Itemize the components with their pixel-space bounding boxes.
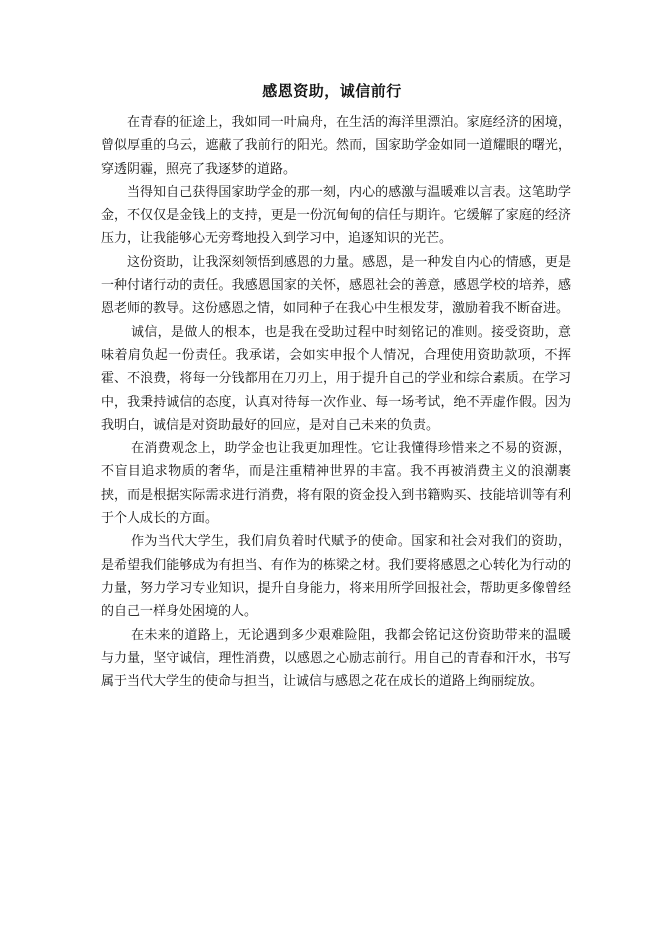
paragraph-2: 当得知自己获得国家助学金的那一刻，内心的感激与温暖难以言表。这笔助学金，不仅仅是金钱上的支持，更是一份沉甸甸的信任与期许。它缓解了家庭的经济压力，让我能够心无旁骛地投入到学习中，追逐知识的光芒。 xyxy=(101,184,571,247)
paragraph-5: 在消费观念上，助学金也让我更加理性。它让我懂得珍惜来之不易的资源，不盲目追求物质的奢华，而是注重精神世界的丰富。我不再被消费主义的浪潮裹挟，而是根据实际需求进行消费，将有限的资金投入到书籍购买、技能培训等有利于个人成长的方面。 xyxy=(101,441,571,527)
document-title: 感恩资助，诚信前行 xyxy=(262,82,402,100)
paragraph-1: 在青春的征途上，我如同一叶扁舟，在生活的海洋里漂泊。家庭经济的困境，曾似厚重的乌云，遮蔽了我前行的阳光。然而，国家助学金如同一道耀眼的曙光，穿透阴霾，照亮了我逐梦的道路。 xyxy=(101,115,571,177)
paragraph-3: 这份资助，让我深刻领悟到感恩的力量。感恩，是一种发自内心的情感，更是一种付诸行动的责任。我感恩国家的关怀，感恩社会的善意，感恩学校的培养，感恩老师的教导。这份感恩之情，如同种子在我心中生根发芽，激励着我不断奋进。 xyxy=(101,254,571,317)
document-body xyxy=(101,111,571,693)
paragraph-6: 作为当代大学生，我们肩负着时代赋予的使命。国家和社会对我们的资助，是希望我们能够成为有担当、有作为的栋梁之材。我们要将感恩之心转化为行动的力量，努力学习专业知识，提升自身能力，将来用所学回报社会，帮助更多像曾经的自己一样身处困境的人。 xyxy=(101,534,571,620)
paragraph-4: 诚信，是做人的根本，也是我在受助过程中时刻铭记的准则。接受资助，意味着肩负起一份责任。我承诺，会如实申报个人情况，合理使用资助款项，不挥霍、不浪费，将每一分钱都用在刀刃上，用于提升自己的学业和综合素质。在学习中，我秉持诚信的态度，认真对待每一次作业、每一场考试，绝不弄虚作假。因为我明白，诚信是对资助最好的回应，是对自己未来的负责。 xyxy=(101,324,571,433)
paragraph-7: 在未来的道路上，无论遇到多少艰难险阻，我都会铭记这份资助带来的温暖与力量，坚守诚信，理性消费，以感恩之心励志前行。用自己的青春和汗水，书写属于当代大学生的使命与担当，让诚信与感恩之花在成长的道路上绚丽绽放。 xyxy=(101,627,571,690)
